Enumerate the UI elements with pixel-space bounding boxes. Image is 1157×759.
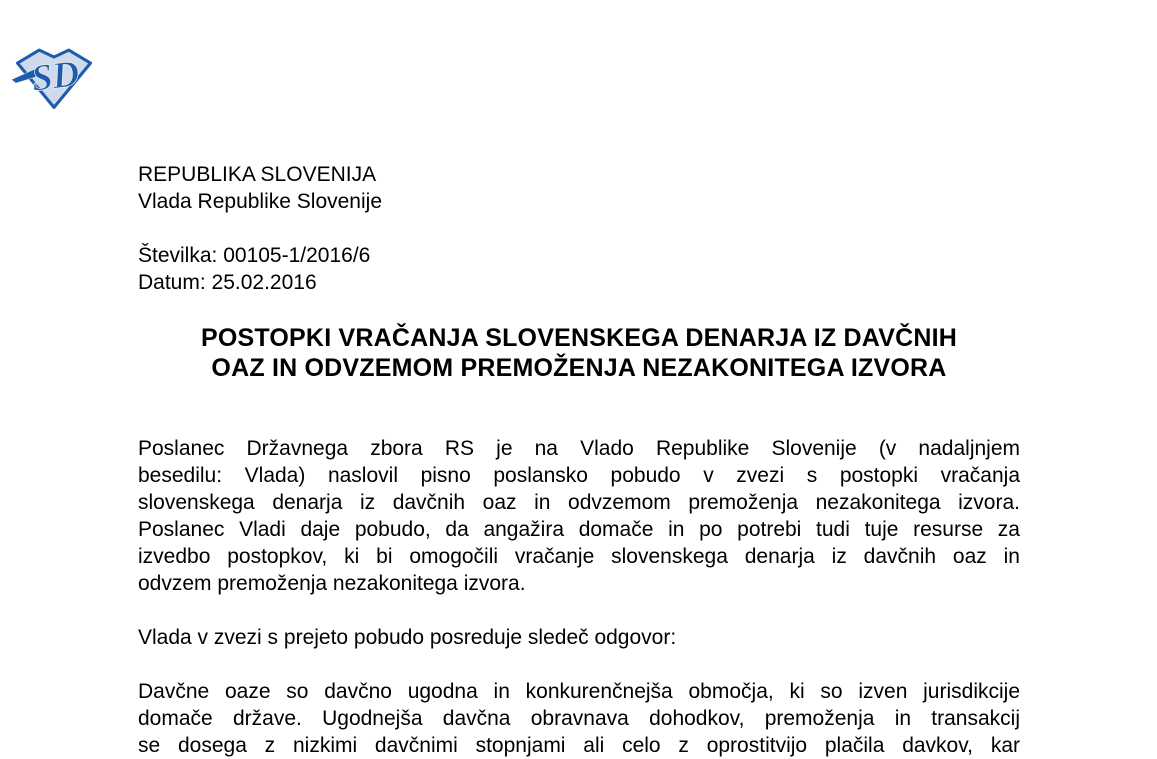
title-line-2: OAZ IN ODVZEMOM PREMOŽENJA NEZAKONITEGA IZVORA xyxy=(211,354,947,382)
document-body xyxy=(138,435,1020,759)
letterhead xyxy=(138,161,1020,296)
paragraph-line: izvedbo postopkov, ki bi omogočili vračanje slovenskega denarja iz davčnih oaz in xyxy=(138,545,1020,568)
sd-diamond-logo-icon xyxy=(10,44,98,110)
office-name: Vlada Republike Slovenije xyxy=(138,190,382,213)
date-value: 25.02.2016 xyxy=(211,271,317,294)
paragraph-tax-havens xyxy=(138,678,1020,759)
paragraph-line: odvzem premoženja nezakonitega izvora. xyxy=(138,572,526,595)
logo-letters: SD xyxy=(29,53,82,100)
paragraph-line: besedilu: Vlada) naslovil pisno poslansko pobudo v zvezi s postopki vračanja xyxy=(138,464,1020,487)
paragraph-introduction xyxy=(138,435,1020,597)
paragraph-line: Poslanec Državnega zbora RS je na Vlado Republike Slovenije (v nadaljnjem xyxy=(138,437,1020,460)
paragraph-line: slovenskega denarja iz davčnih oaz in odvzemom premoženja nezakonitega izvora. xyxy=(138,491,1020,514)
paragraph-line: Davčne oaze so davčno ugodna in konkurenčnejša območja, ki so izven jurisdikcije xyxy=(138,680,1020,703)
paragraph-line: Poslanec Vladi daje pobudo, da angažira domače in po potrebi tudi tuje resurse za xyxy=(138,518,1020,541)
date-label: Datum: xyxy=(138,271,206,294)
document-date-line xyxy=(138,269,1020,296)
paragraph-response-intro xyxy=(138,624,1020,651)
letterhead-spacer xyxy=(138,215,1020,242)
paragraph-line: domače države. Ugodnejša davčna obravnava dohodkov, premoženja in transakcij xyxy=(138,707,1020,730)
document-title xyxy=(138,323,1020,383)
paragraph-line: Vlada v zvezi s prejeto pobudo posreduje sledeč odgovor: xyxy=(138,626,677,649)
number-label: Številka: xyxy=(138,244,218,267)
document-number-line xyxy=(138,242,1020,269)
institution-name: REPUBLIKA SLOVENIJA xyxy=(138,163,377,186)
number-value: 00105-1/2016/6 xyxy=(223,244,371,267)
paragraph-line-clipped: se dosega z nizkimi davčnimi stopnjami ali celo z oprostitvijo plačila davkov, kar xyxy=(138,734,1020,757)
title-line-1: POSTOPKI VRAČANJA SLOVENSKEGA DENARJA IZ DAVČNIH xyxy=(201,324,957,352)
